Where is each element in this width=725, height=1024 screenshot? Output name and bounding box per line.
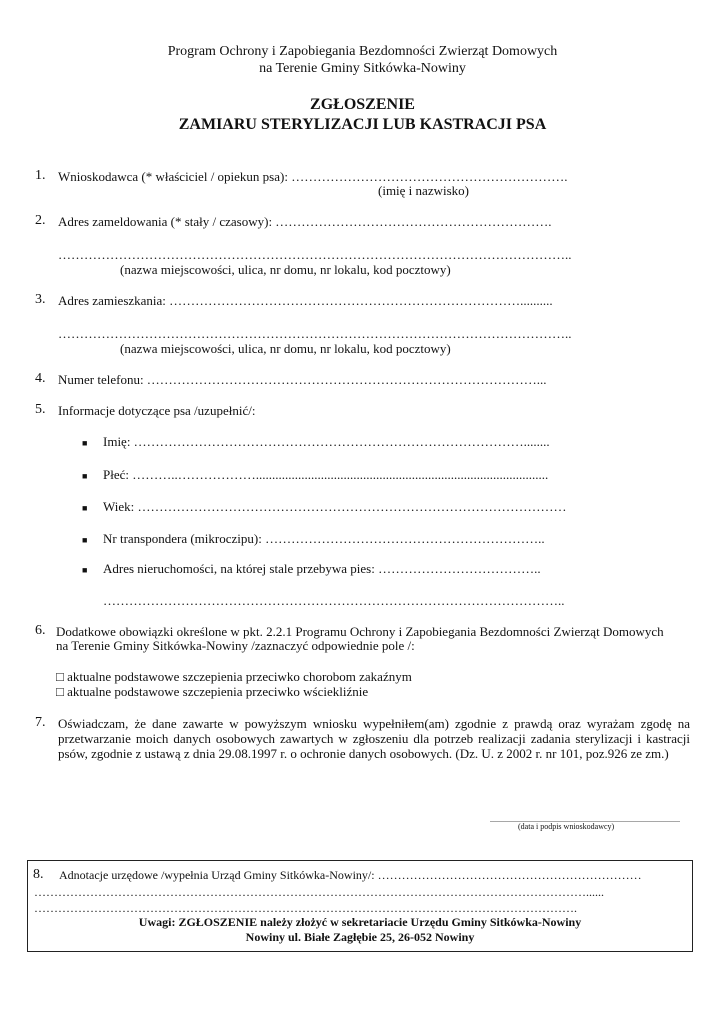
submission-note: Uwagi: ZGŁOSZENIE należy złożyć w sekretariacie Urzędu Gminy Sitkówka-Nowiny — [138, 915, 582, 929]
duties-text-line1: Dodatkowe obowiązki określone w pkt. 2.2.1 Programu Ochrony i Zapobiegania Bezdomności Zwierząt Domowych — [56, 624, 664, 639]
bullet-icon: ■ — [82, 535, 88, 545]
registered-address-hint: (nazwa miejscowości, ulica, nr domu, nr lokalu, kod pocztowy) — [120, 262, 451, 277]
bullet-icon: ■ — [82, 471, 88, 481]
residence-address-field[interactable]: Adres zamieszkania: ……………………………………………………………………….......... — [58, 293, 553, 308]
signature-line[interactable]: ............................................................................................... — [490, 815, 680, 824]
vaccination-infectious-option[interactable] — [56, 669, 412, 684]
item-5-number: 5. — [35, 402, 46, 417]
bullet-icon: ■ — [82, 503, 88, 513]
vaccination-infectious-label: aktualne podstawowe szczepienia przeciwko chorobom zakaźnym — [67, 669, 412, 684]
item-8-number: 8. — [33, 867, 44, 882]
dog-info-heading: Informacje dotyczące psa /uzupełnić/: — [58, 403, 256, 418]
bullet-icon: ■ — [82, 565, 88, 575]
duties-text-line2: na Terenie Gminy Sitkówka-Nowiny /zaznaczyć odpowiednie pole /: — [56, 638, 415, 653]
dog-sex-field[interactable]: Płeć: ………..……………….......................................................................................... — [103, 467, 549, 482]
vaccination-rabies-label: aktualne podstawowe szczepienia przeciwko wściekliźnie — [67, 684, 369, 699]
office-notes-line2[interactable]: …………………………………………………………………………………………………………………………...... — [34, 885, 604, 899]
checkbox-icon[interactable]: □ — [56, 669, 64, 684]
registered-address-field[interactable]: Adres zameldowania (* stały / czasowy): ………………………………………………………. — [58, 214, 552, 229]
residence-address-hint: (nazwa miejscowości, ulica, nr domu, nr lokalu, kod pocztowy) — [120, 341, 451, 356]
office-address: Nowiny ul. Białe Zagłębie 25, 26-052 Nowiny — [245, 930, 475, 944]
consent-statement: Oświadczam, że dane zawarte w powyższym wniosku wypełniłem(am) zgodnie z prawdą oraz wyrażam zgodę na przetwarzanie moich danych osobowych zawartych w zgłoszeniu dla potrzeb realizacji zadania sterylizacji i kastracji psów, zgodnie z ustawą z dnia 29.08.1997 r. o ochronie danych osobowych. (Dz. U. z 2002 r. nr 101, poz.926 ze zm.) — [58, 716, 690, 761]
item-1-number: 1. — [35, 168, 46, 183]
phone-field[interactable]: Numer telefonu: ………………………………………………………………………………... — [58, 372, 547, 387]
applicant-field[interactable]: Wnioskodawca (* właściciel / opiekun psa): ………………………………………………………. — [58, 169, 568, 184]
item-4-number: 4. — [35, 371, 46, 386]
office-notes-box — [27, 860, 693, 952]
office-notes-line3[interactable]: ………………………………………………………………………………………………………………………. — [34, 901, 577, 915]
bullet-icon: ■ — [82, 438, 88, 448]
item-6-number: 6. — [35, 623, 46, 638]
transponder-field[interactable]: Nr transpondera (mikroczipu): ……………………………………………………….. — [103, 531, 545, 546]
checkbox-icon[interactable]: □ — [56, 684, 64, 699]
property-address-field[interactable]: Adres nieruchomości, na której stale przebywa pies: ……………………………….. — [103, 561, 541, 576]
item-2-number: 2. — [35, 213, 46, 228]
program-header-line2: na Terenie Gminy Sitkówka-Nowiny — [259, 61, 466, 76]
item-7-number: 7. — [35, 715, 46, 730]
residence-address-line2[interactable]: ……………………………………………………………………………………………………….. — [58, 326, 572, 341]
dog-name-field[interactable]: Imię: ………………………………………………………………………………........ — [103, 434, 550, 449]
dog-age-field[interactable]: Wiek: ……………………………………………………………………………………… — [103, 499, 567, 514]
office-notes-field[interactable]: Adnotacje urzędowe /wypełnia Urząd Gminy Sitkówka-Nowiny/: ………………………………………………………… — [59, 868, 642, 882]
item-3-number: 3. — [35, 292, 46, 307]
applicant-hint: (imię i nazwisko) — [378, 183, 469, 198]
property-address-line2[interactable]: …………………………………………………………………………………………….. — [103, 593, 565, 608]
form-title-line1: ZGŁOSZENIE — [310, 96, 415, 113]
registered-address-line2[interactable]: ……………………………………………………………………………………………………….. — [58, 247, 572, 262]
vaccination-rabies-option[interactable] — [56, 684, 368, 699]
signature-label: (data i podpis wnioskodawcy) — [518, 822, 615, 831]
form-title-line2: ZAMIARU STERYLIZACJI LUB KASTRACJI PSA — [178, 116, 547, 133]
program-header-line1: Program Ochrony i Zapobiegania Bezdomności Zwierząt Domowych — [167, 44, 558, 59]
